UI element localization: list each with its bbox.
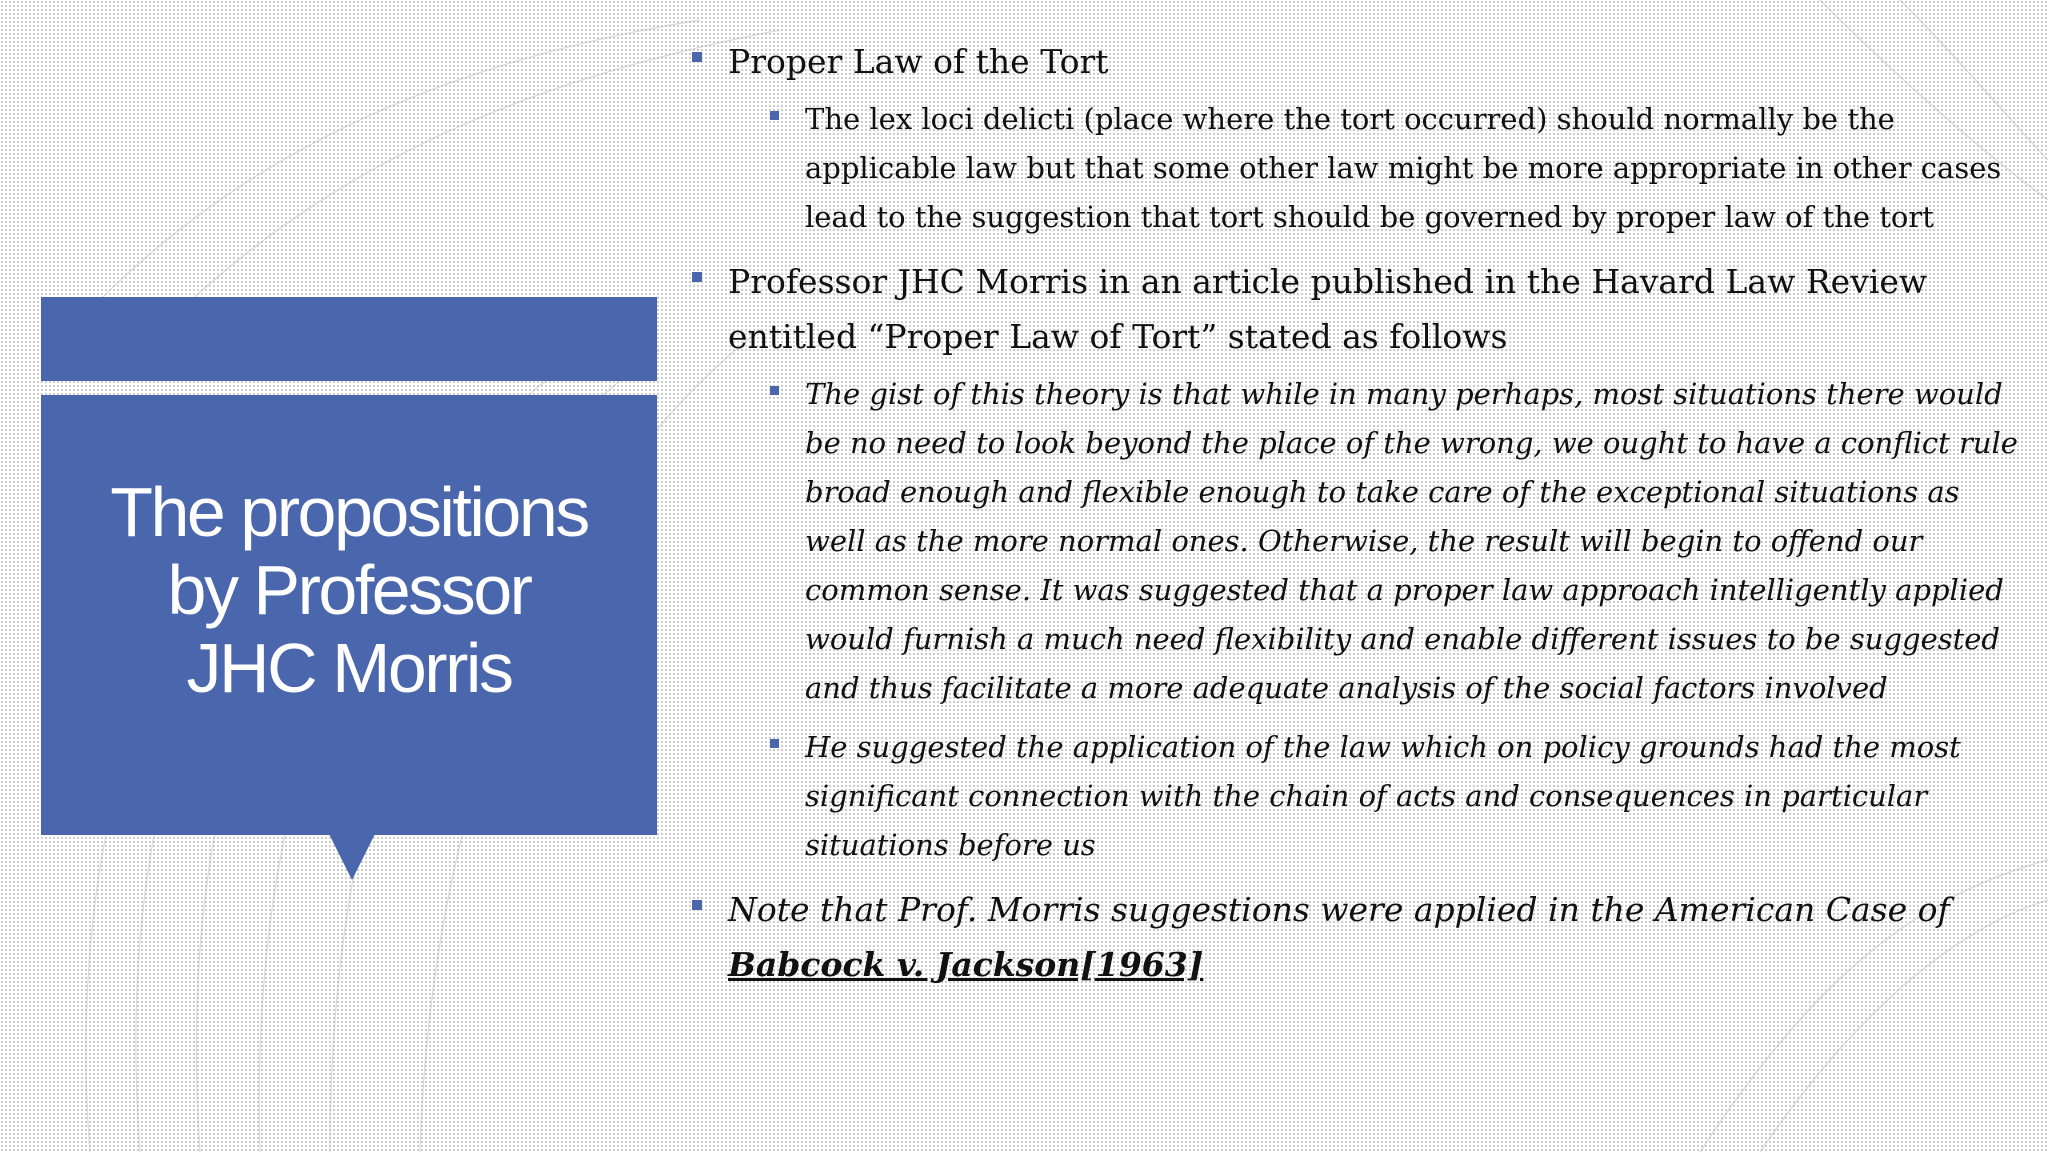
- sub-bullet-text: The lex loci delicti (place where the tort occurred) should normally be the applicable law but that some other law might be more appropriate in other cases lead to the suggestion that tort should be governed by proper law of the tort: [805, 102, 2002, 234]
- bullet-heading: Proper Law of the Tort: [728, 42, 1109, 81]
- bullet-heading: Professor JHC Morris in an article published in the Havard Law Review entitled “Proper Law of Tort” stated as follows: [728, 262, 1928, 356]
- square-bullet-icon: [692, 52, 702, 62]
- bullet-item: [688, 882, 2028, 992]
- title-pointer-arrow: [329, 834, 375, 880]
- sub-bullet-item: [688, 723, 2028, 870]
- bullet-item: [688, 254, 2028, 364]
- title-accent-bar: [41, 297, 657, 381]
- bullet-item: [688, 34, 2028, 89]
- case-citation: Babcock v. Jackson[1963]: [728, 945, 1204, 984]
- square-bullet-icon: [770, 386, 779, 395]
- quote-text: The gist of this theory is that while in many perhaps, most situations there would be no need to look beyond the place of the wrong, we ought to have a conflict rule broad enough and flexible enough to take care of the exceptional situations as well as the more normal ones. Otherwise, the result will begin to offend our common sense. It was suggested that a proper law approach intelligently applied would furnish a much need flexibility and enable different issues to be suggested and thus facilitate a more adequate analysis of the social factors involved: [805, 377, 2018, 705]
- sub-bullet-item: [688, 95, 2028, 242]
- title-box: [41, 395, 657, 835]
- bullet-content: [688, 34, 2028, 992]
- square-bullet-icon: [770, 111, 779, 120]
- sub-bullet-text: He suggested the application of the law which on policy grounds had the most significant connection with the chain of acts and consequences in particular situations before us: [805, 730, 1961, 862]
- slide-title: The propositions by Professor JHC Morris: [110, 473, 588, 707]
- sub-bullet-item: [688, 370, 2028, 713]
- square-bullet-icon: [692, 900, 702, 910]
- square-bullet-icon: [692, 272, 702, 282]
- note-text: Note that Prof. Morris suggestions were applied in the American Case of: [728, 890, 1950, 929]
- square-bullet-icon: [770, 739, 779, 748]
